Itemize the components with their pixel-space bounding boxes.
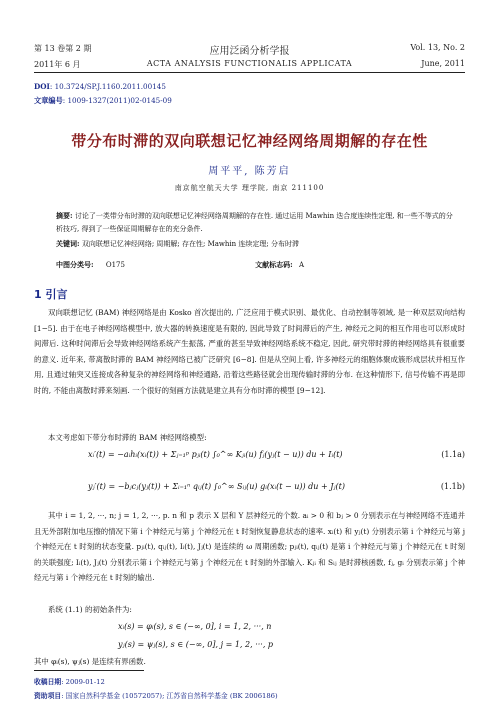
intro-paragraph-2: 本文考虑如下带分布时滞的 BAM 神经网络模型:	[48, 433, 207, 442]
article-number-line	[34, 96, 172, 106]
journal-vol-en: Vol. 13, No. 2	[410, 43, 465, 52]
section-heading-intro: 1 引言	[34, 288, 68, 301]
equation-1-1a-expr: xᵢ′(t) = −aᵢhᵢ(xᵢ(t)) + Σⱼ₌₁ᵖ pⱼᵢ(t) ∫₀^∞ Kⱼᵢ(u) fⱼ(yⱼ(t − u)) du + Iᵢ(t)	[88, 450, 343, 459]
footnote-rule	[34, 670, 144, 671]
equation-1-1a-number: (1.1a)	[441, 450, 465, 459]
initial-condition-1-expr: xᵢ(s) = φᵢ(s), s ∈ (−∞, 0], i = 1, 2, ···, n	[118, 622, 272, 631]
keywords	[56, 238, 453, 251]
journal-volume: 第 13 卷第 2 期	[34, 44, 92, 53]
equation-1-1b-expr: yⱼ′(t) = −bⱼcⱼ(yⱼ(t)) + Σᵢ₌₁ⁿ qᵢⱼ(t) ∫₀^∞ Sᵢⱼ(u) gᵢ(xᵢ(t − u)) du + Jⱼ(t)	[88, 482, 345, 491]
received-value: : 2009-01-12	[61, 678, 105, 686]
doc-code-value: A	[299, 261, 305, 269]
article-number-value: : 1009-1327(2011)02-0145-09	[62, 96, 172, 105]
initial-condition-2-expr: yⱼ(s) = ψⱼ(s), s ∈ (−∞, 0], j = 1, 2, ···, p	[118, 640, 274, 649]
clc-value: O175	[105, 261, 125, 269]
equation-1-1b-number: (1.1b)	[440, 482, 465, 491]
footnote-received	[34, 676, 105, 686]
doi-value: : 10.3724/SP.J.1160.2011.00145	[49, 82, 166, 91]
article-number-label: 文章编号	[34, 96, 63, 105]
funding-label: 资助项目	[34, 692, 62, 700]
journal-title-en: ACTA ANALYSIS FUNCTIONALIS APPLICATA	[146, 59, 353, 68]
keywords-text: 双向联想记忆神经网络; 周期解; 存在性; Mawhin 连续定理; 分布时滞	[79, 240, 299, 248]
doc-code-label: 文献标志码:	[255, 260, 293, 269]
journal-date: 2011年 6 月	[34, 60, 81, 69]
intro-paragraph-4: 系统 (1.1) 的初始条件为:	[48, 605, 132, 614]
journal-title-cn: 应用泛函分析学报	[209, 46, 290, 57]
abstract-label: 摘要:	[56, 211, 73, 220]
doi-line	[34, 82, 166, 91]
intro-paragraph-3: 其中 i = 1, 2, ···, n; j = 1, 2, ···, p. n 和 p 表示 X 层和 Y 层神经元的个数. aᵢ > 0 和 bⱼ > 0 分别表示在与神经网络不连通并且无外部附加电压擦的情况下第 i 个神经元与第 j 个神经元在 t 时刻恢复静息状态的速率. xᵢ(t) 和 yⱼ(t) 分别表示第 i 个神经元与第 j 个神经元在 t 时刻的状态变量. pⱼᵢ(t), qᵢⱼ(t), Iᵢ(t), Jⱼ(t) 是连续的 ω 周期函数; pⱼᵢ(t), qᵢⱼ(t) 是第 i 个神经元与第 j 个神经元在 t 时刻的关联强度; Iᵢ(t), Jⱼ(t) 分别表示第 i 个神经元与第 j 个神经元在 t 时刻的外部输入. Kⱼᵢ 和 Sᵢⱼ 是时滞核函数, fⱼ, gᵢ 分别表示第 j 个神经元与第 i 个神经元在 t 时刻的输出.	[34, 511, 465, 583]
header-rule	[34, 72, 465, 73]
paper-affiliation: 南京航空航天大学 理学院, 南京 211100	[174, 184, 325, 192]
paper-title: 带分布时滞的双向联想记忆神经网络周期解的存在性	[71, 132, 428, 150]
keywords-label: 关键词:	[56, 239, 80, 248]
abstract-text: 讨论了一类带分布时滞的双向联想记忆神经网络周期解的存在性. 通过运用 Mawhin 迭合度连续性定理, 和一些不等式的分析技巧, 得到了一些保证周期解存在的充分条件.	[56, 212, 453, 233]
clc-label: 中图分类号:	[56, 260, 94, 269]
footnote-funding	[34, 690, 278, 700]
doi-label: DOI	[34, 82, 50, 91]
intro-paragraph-1: 双向联想记忆 (BAM) 神经网络是由 Kosko 首次提出的, 广泛应用于模式识别、最优化、自动控制等领域, 是一种双层双向结构 [1−5]. 由于在电子神经网络模型中, 放大器的转换速度是有限的, 因此导致了时间滞后的产生, 神经元之间的相互作用也可以形成时间滞后. 这种时间滞后会导致神经网络系统产生振荡, 严重的甚至导致神经网络系统不稳定, 因此, 研究带时滞的神经网络具有很重要的意义. 近年来, 带离散时滞的 BAM 神经网络已被广泛研究 [6−8]. 但是从空间上看, 许多神经元的细胞体聚成簇形成层状并相互作用, 且通过轴突又连接成各种复杂的神经网络和神经通路, 沿着这些路径就会出现传输时滞的分布. 在这种情形下, 信号传输不再是即时的, 不能由离散时滞来刻画. 一个很好的刻画方法就是建立具有分布时滞的模型 [9−12].	[34, 308, 465, 395]
abstract	[56, 210, 453, 235]
journal-date-en: June, 2011	[421, 59, 465, 68]
funding-value: : 国家自然科学基金 (10572057); 江苏省自然科学基金 (BK 2006186)	[61, 692, 278, 700]
received-label: 收稿日期	[34, 678, 62, 686]
classification-line	[56, 259, 453, 272]
paper-authors: 周平平, 陈芳启	[208, 166, 291, 177]
intro-paragraph-5: 其中 φᵢ(s), ψⱼ(s) 是连续有界函数.	[34, 657, 146, 666]
